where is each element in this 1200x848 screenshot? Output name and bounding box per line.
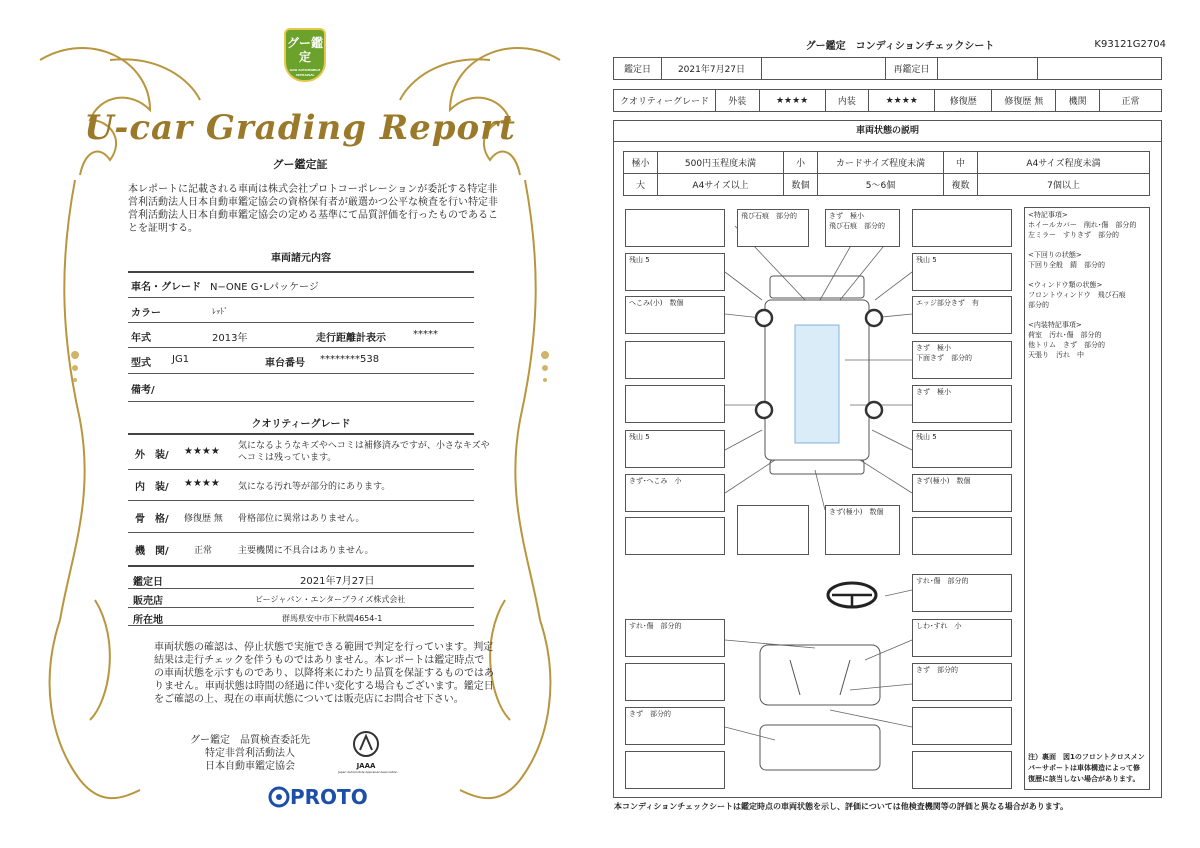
damage-box: きず･へこみ 小: [625, 474, 725, 512]
damage-box: 残山 5: [625, 430, 725, 468]
interior-value: ★★★★: [869, 90, 935, 112]
divider: [128, 625, 474, 626]
divider: [128, 271, 474, 273]
legend-value: 500円玉程度未満: [658, 152, 784, 174]
year-value: 2013年: [212, 333, 248, 344]
legend-value: A4サイズ以上: [658, 174, 784, 196]
damage-box: きず(極小) 数個: [825, 505, 900, 555]
grade-comment: 骨格部位に異常はありません。: [238, 514, 365, 524]
sheet-code: K93121G2704: [1094, 39, 1166, 50]
disclaimer-text: 車両状態の確認は、停止状態で実施できる範囲で判定を行っています。判定結果は走行チェックを伴うものではありません。本レポートは鑑定時点での車両状態を示すものであり、以降将来にわたり品質を保証するものではありません。車両状態は時間の経過に伴い変化する場合もございます。鑑定日をご確認の上、現在の車両状態については販売店にお問合せ下さい。: [154, 642, 494, 705]
damage-box: きず 極小: [912, 385, 1012, 423]
proto-mark-icon: [268, 786, 290, 808]
model-value: JG1: [172, 354, 190, 365]
damage-box: [625, 663, 725, 701]
damage-box: [912, 751, 1012, 789]
date-value: 2021年7月27日: [300, 576, 375, 587]
year-label: 年式: [131, 333, 151, 344]
grade-value: 修復歴 無: [184, 514, 223, 524]
damage-box: すれ･傷 部分的: [912, 574, 1012, 612]
sheet-title: グー鑑定 コンディションチェックシート: [805, 41, 995, 52]
certificate-title: グー鑑定証: [272, 158, 328, 171]
car-name-value: N−ONE G･Lパッケージ: [210, 282, 319, 293]
footer-org-line: 特定非営利活動法人: [205, 748, 295, 759]
grade-value: ★★★★: [184, 446, 220, 457]
divider: [128, 322, 474, 323]
remarks-note: 注）裏面 図1のフロントクロスメンバーサポートは車体構造によって修復歴に該当しない場合があります。: [1028, 753, 1145, 783]
divider: [128, 607, 474, 608]
remarks-panel: [1024, 207, 1150, 790]
divider: [128, 469, 474, 470]
color-label: カラー: [131, 308, 161, 319]
dealer-label: 販売店: [133, 596, 163, 607]
interior-label: 内装: [825, 90, 869, 112]
damage-box: 残山 5: [625, 253, 725, 291]
jaaa-sub: Japan Automobile Appraisal Association: [338, 770, 398, 774]
damage-box: きず 部分的: [912, 663, 1012, 701]
sheet-footer: 本コンディションチェックシートは鑑定時点の車両状態を示し、評価については他検査機関等の評価と異なる場合があります。: [614, 802, 1069, 811]
damage-box: すれ･傷 部分的: [625, 619, 725, 657]
date-label: 鑑定日: [614, 58, 662, 80]
divider: [128, 347, 474, 348]
damage-box: へこみ(小) 数個: [625, 296, 725, 334]
engine-value: 正常: [1100, 90, 1162, 112]
damage-box: [625, 209, 725, 247]
damage-box: [912, 707, 1012, 745]
date-value: 2021年7月27日: [662, 58, 762, 80]
intro-text: 本レポートに記載される車両は株式会社プロトコーポレーションが委託する特定非営利活動法人日本自動車鑑定協会の資格保有者が厳選かつ公平な検査を行い特定非営利活動法人日本自動車鑑定協会の定める基準にて品質評価を行ったものであることを証明する。: [128, 184, 498, 234]
chassis-value: ********538: [320, 354, 380, 365]
steering-wheel-icon: [828, 583, 876, 607]
repair-value: 修復歴 無: [992, 90, 1056, 112]
damage-box: 残山 5: [912, 253, 1012, 291]
spec-section-title: 車両諸元内容: [271, 253, 331, 264]
reappraisal-label: 再鑑定日: [886, 58, 938, 80]
damage-box: エッジ部分きず 有: [912, 296, 1012, 334]
goo-logo-sub: GOO AUTOMOBILE APPRAISAL: [289, 68, 321, 77]
legend-key: 数個: [784, 174, 818, 196]
legend-key: 小: [784, 152, 818, 174]
divider: [128, 433, 474, 435]
damage-box: [912, 209, 1012, 247]
legend-title: 車両状態の説明: [613, 121, 1162, 142]
grade-label: 骨 格/: [135, 514, 169, 525]
damage-box: [625, 385, 725, 423]
proto-logo: [268, 785, 368, 809]
legend-value: カードサイズ程度未満: [818, 152, 944, 174]
goo-logo-text: グー鑑定: [286, 36, 323, 64]
proto-text: PROTO: [290, 785, 368, 809]
model-label: 型式: [131, 358, 151, 369]
grade-comment: 気になるようなキズやヘコミは補修済みですが、小さなキズやヘコミは残っています。: [238, 441, 490, 463]
mileage-label: 走行距離計表示: [316, 333, 386, 344]
divider: [128, 297, 474, 298]
quality-label: クオリティーグレード: [614, 90, 716, 112]
legend-key: 極小: [624, 152, 658, 174]
damage-box: [625, 341, 725, 379]
goo-logo: [284, 28, 326, 82]
report-title: U-car Grading Report: [84, 108, 516, 148]
divider: [128, 565, 474, 567]
divider: [128, 401, 474, 402]
grade-comment: 主要機関に不具合はありません。: [238, 546, 374, 556]
grade-label: 内 装/: [135, 482, 169, 493]
jaaa-logo: [338, 730, 398, 774]
damage-box: [625, 517, 725, 555]
damage-box: [625, 751, 725, 789]
damage-box: [912, 517, 1012, 555]
divider: [128, 500, 474, 501]
remarks-text: <特記事項> ホイールカバー 削れ･傷 部分的 左ミラー すりきず 部分的 <下回りの状態> 下回り全般 錆 部分的 <ウィンドウ類の状態> フロントウィンドウ 飛び石痕 部分的 <内装特記事項> 荷室 汚れ･傷 部分的 他トリム きず 部分的 天張り 汚れ 中: [1028, 211, 1137, 359]
grade-label: 機 関/: [135, 546, 169, 557]
grade-section-title: クオリティーグレード: [251, 419, 351, 430]
date-label: 鑑定日: [133, 577, 163, 588]
damage-box: 残山 5: [912, 430, 1012, 468]
grade-value: ★★★★: [184, 478, 220, 489]
address-label: 所在地: [133, 615, 163, 626]
grade-label: 外 装/: [135, 450, 169, 461]
damage-box: 飛び石痕 部分的: [737, 209, 809, 247]
damage-box: しわ･すれ 小: [912, 619, 1012, 657]
exterior-label: 外装: [716, 90, 760, 112]
chassis-label: 車台番号: [265, 358, 305, 369]
engine-label: 機関: [1056, 90, 1100, 112]
address-value: 群馬県安中市下秋間4654-1: [282, 614, 383, 623]
damage-box: きず(極小) 数個: [912, 474, 1012, 512]
damage-box: [737, 505, 809, 555]
damage-box: きず 部分的: [625, 707, 725, 745]
divider: [128, 588, 474, 589]
exterior-value: ★★★★: [759, 90, 825, 112]
remarks-label: 備考/: [131, 385, 155, 396]
grade-value: 正常: [194, 546, 213, 556]
legend-value: 7個以上: [978, 174, 1150, 196]
grade-comment: 気になる汚れ等が部分的にあります。: [238, 482, 391, 492]
legend-key: 複数: [944, 174, 978, 196]
footer-org-line: 日本自動車鑑定協会: [205, 761, 295, 772]
mileage-value: *****: [413, 329, 438, 340]
condition-check-sheet: [600, 0, 1200, 848]
dealer-value: ビージャパン・エンタープライズ株式会社: [255, 595, 406, 604]
footer-org-line: グー鑑定 品質検査委託先: [190, 735, 310, 746]
divider: [128, 373, 474, 374]
divider: [128, 532, 474, 533]
damage-box: きず 極小 飛び石痕 部分的: [825, 209, 900, 247]
legend-value: 5～6個: [818, 174, 944, 196]
repair-label: 修復歴: [935, 90, 992, 112]
damage-box: きず 極小 下面きず 部分的: [912, 341, 1012, 379]
jaaa-text: JAAA: [356, 762, 376, 770]
color-value: ﾚｯﾄﾞ: [212, 307, 228, 316]
car-name-label: 車名・グレード: [131, 282, 201, 293]
jaaa-emblem-icon: [351, 730, 381, 758]
legend-key: 大: [624, 174, 658, 196]
footer-org: [155, 734, 345, 773]
legend-key: 中: [944, 152, 978, 174]
legend-value: A4サイズ程度未満: [978, 152, 1150, 174]
